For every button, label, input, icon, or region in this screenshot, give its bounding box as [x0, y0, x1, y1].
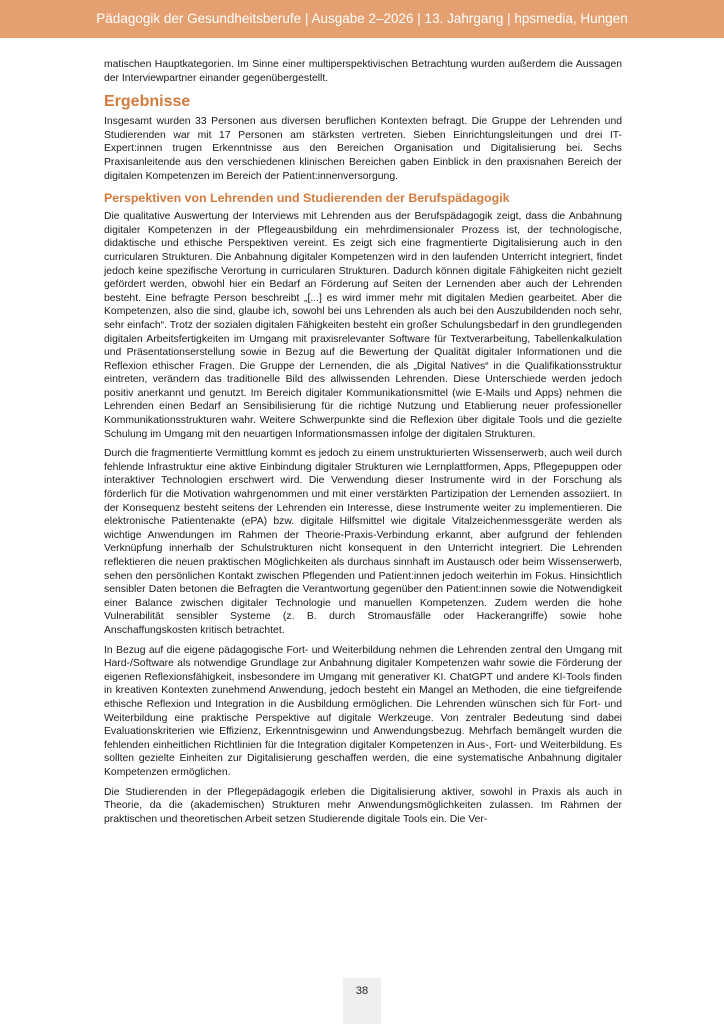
page-number: 38 [355, 985, 369, 997]
running-header-title: Pädagogik der Gesundheitsberufe | Ausgabe 2–2026 | 13. Jahrgang | hpsmedia, Hungen [96, 11, 628, 26]
body-paragraph-3: In Bezug auf die eigene pädagogische Fort- und Weiterbildung nehmen die Lehrenden zentral den Umgang mit Hard-/Software als notwendige Grundlage zur Anbahnung digitaler Kompetenzen wahr sowie die Förderung der eigenen Reflexionsfähigkeit, insbesondere im Umgang mit generativer KI. ChatGPT und andere KI-Tools finden in kreativen Kontexten zunehmend Anwendung, jedoch besteht ein Mangel an Methoden, die eine tiefgreifende ethische Reflexion und Integration in die Ausbildung ermöglichen. Die Lehrenden wünschen sich für Fort- und Weiterbildung eine praktische Perspektive auf digitale Werkzeuge. Von zentraler Bedeutung sind dabei Evaluationskriterien wie Effizienz, Erkenntnisgewinn und Anwendungsbezug. Mehrfach bemängelt wurden die fehlenden einheitlichen Richtlinien für die Integration digitaler Kompetenzen in Aus-, Fort- und Weiterbildung. Es sollten gezielte Einheiten zur Digitalisierung geschaffen werden, die eine systematische Anbahnung digitaler Kompetenzen ermöglichen. [104, 644, 622, 778]
section-heading-results: Ergebnisse [104, 93, 191, 111]
article-body [104, 58, 622, 832]
intro-paragraph: matischen Hauptkategorien. Im Sinne einer multiperspektivischen Betrachtung wurden außerdem die Aussagen der Interviewpartner einander gegenübergestellt. [104, 59, 622, 84]
subsection-heading-perspectives: Perspektiven von Lehrenden und Studierenden der Berufspädagogik [104, 191, 510, 206]
body-paragraph-2: Durch die fragmentierte Vermittlung kommt es jedoch zu einem unstrukturierten Wissenserwerb, auch weil durch fehlende Infrastruktur eine aktive Einbindung digitaler Strukturen wie Lernplattformen, Apps, Pflegepuppen oder interaktiver Technologien erschwert wird. Die Verwendung dieser Instrumente wird in der Forschung als förderlich für die Motivation wahrgenommen und mit einer verstärkten Partizipation der Lernenden assoziiert. In der Konsequenz besteht seitens der Lehrenden ein Interesse, diese Instrumente weiter zu implementieren. Die elektronische Patientenakte (ePA) bzw. digitale Hilfsmittel wie digitale Vitalzeichenmessgeräte werden als wichtige Anwendungen im Rahmen der Theorie-Praxis-Verbindung erkannt, aber aufgrund der fehlenden Verknüpfung innerhalb der Schulstrukturen nicht konsequent in den Unterricht integriert. Die Lehrenden reflektieren die neuen praktischen Möglichkeiten als durchaus sinnhaft im Austausch oder beim Wissenserwerb, sehen den persönlichen Kontakt zwischen Pflegenden und Patient:innen jedoch weiterhin im Fokus. Hinsichtlich sensibler Daten betonen die Befragten die Verantwortung gegenüber den Patient:innen sowie die Notwendigkeit einer Balance zwischen digitaler Technologie und manuellen Kompetenzen. Zudem werden die hohe Vulnerabilität sensibler Systeme (z. B. durch Stromausfälle oder Hackerangriffe) sowie hohe Anschaffungskosten kritisch betrachtet. [104, 448, 622, 636]
running-header [0, 0, 724, 38]
body-paragraph-4: Die Studierenden in der Pflegepädagogik erleben die Digitalisierung aktiver, sowohl in Praxis als auch in Theorie, da die (akademischen) Strukturen mehr Anwendungsmöglichkeiten zulassen. Im Rahmen der praktischen und theoretischen Arbeit setzen Studierende digitale Tools ein. Die Ver- [104, 786, 622, 825]
body-paragraph-1: Die qualitative Auswertung der Interviews mit Lehrenden aus der Berufspädagogik zeigt, dass die Anbahnung digitaler Kompetenzen in der Pflegeausbildung ein mehrdimensionaler Prozess ist, der technologische, didaktische und ethische Perspektiven vereint. Es zeigt sich eine fragmentierte Digitalisierung auch in den curricularen Strukturen. Die Anbahnung digitaler Kompetenzen wird in den laufenden Unterricht integriert, findet jedoch keine spezifische Verortung in curricularen Strukturen. Dadurch können digitale Fähigkeiten nicht gezielt gefördert werden, obwohl hier ein Bedarf an Förderung auf Seiten der Lernenden aber auch der Lehrenden besteht. Eine befragte Person beschreibt „[...] es wird immer mehr mit digitalen Medien gearbeitet. Aber die Kompetenzen, also die sind, glaube ich, sowohl bei uns Lehrenden als auch bei den Auszubildenden noch sehr, sehr einfach“. Trotz der sozialen digitalen Fähigkeiten besteht ein großer Schulungsbedarf in den grundlegenden digitalen Arbeitsfertigkeiten im Umgang mit praxisrelevanter Software für Textverarbeitung, Tabellenkalkulation und Präsentationserstellung sowie in Bezug auf die Bewertung der Qualität digitaler Informationen und die Reflexion ethischer Fragen. Die Gruppe der Lernenden, die als „Digital Natives“ in die Qualifikationsstruktur eintreten, verändern das traditionelle Bild des allwissenden Lehrenden. Diese Unterschiede werden jedoch positiv anerkannt und genutzt. Im Bereich digitaler Kommunikationsmittel (wie E-Mails und Apps) nehmen die Lehrenden einen Bedarf an Sensibilisierung für die richtige Nutzung und Etablierung neuer professioneller Kommunikationsstrukturen wahr. Weitere Schwerpunkte sind die Reflexion über digitale Tools und die gezielte Schulung im Umgang mit den neuartigen Informationsmassen infolge der digitalen Strukturen. [104, 211, 622, 440]
results-paragraph: Insgesamt wurden 33 Personen aus diversen beruflichen Kontexten befragt. Die Gruppe der Lehrenden und Studierenden war mit 17 Personen am stärksten vertreten. Sieben Einrichtungsleitungen und drei IT-Expert:innen trugen Erkenntnisse aus den Bereichen Organisation und Digitalisierung bei. Sechs Praxisanleitende aus den verschiedenen klinischen Bereichen gaben Einblick in den praxisnahen Bereich der digitalen Kompetenzen im Bereich der Patient:innenversorgung. [104, 116, 622, 182]
